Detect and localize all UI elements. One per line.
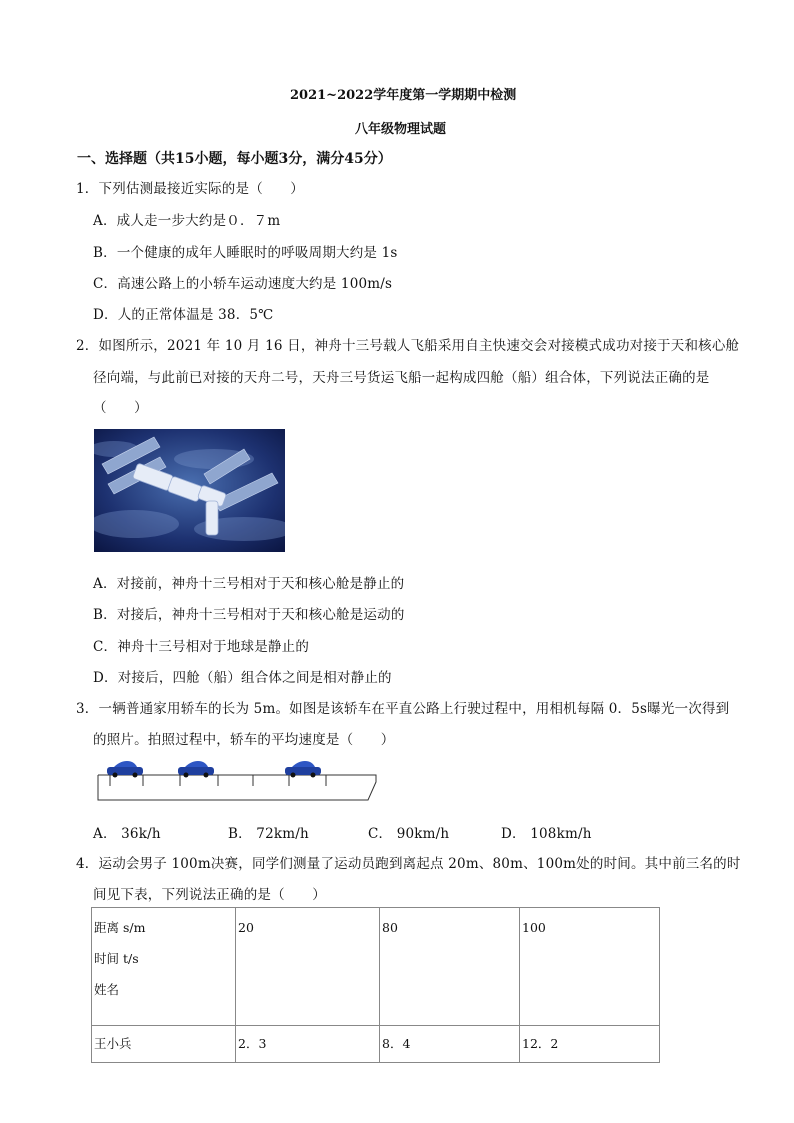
- header-distance-80: 80: [380, 908, 520, 1026]
- question-2-stem-line-2: 径向端，与此前已对接的天舟二号，天舟三号货运飞船一起构成四舱（船）组合体，下列说法正确的是: [93, 370, 710, 386]
- header-distance-label: 距离 s/m: [94, 920, 146, 935]
- question-2-option-d: D．对接后，四舱（船）组合体之间是相对静止的: [93, 670, 392, 686]
- question-3-stem-line-1: 3．一辆普通家用轿车的长为 5m。如图是该轿车在平直公路上行驶过程中，用相机每隔 0．5s曝光一次得到: [76, 701, 730, 717]
- header-distance-100: 100: [520, 908, 660, 1026]
- question-3-option-c: C． 90km/h: [368, 826, 450, 842]
- question-1-option-c: C．高速公路上的小轿车运动速度大约是 100m/s: [93, 276, 393, 292]
- question-3-stem-line-2: 的照片。拍照过程中，轿车的平均速度是（ ）: [93, 732, 395, 748]
- question-2-stem-line-3: （ ）: [93, 400, 148, 416]
- results-table: [91, 907, 660, 1063]
- exam-title: 2021~2022学年度第一学期期中检测: [290, 88, 517, 103]
- question-4-stem-line-1: 4．运动会男子 100m决赛，同学们测量了运动员跑到离起点 20m、80m、100m处的时间。其中前三名的时: [76, 856, 741, 872]
- question-1-option-b: B．一个健康的成年人睡眠时的呼吸周期大约是 1s: [93, 245, 398, 261]
- question-4-stem-line-2: 间见下表，下列说法正确的是（ ）: [93, 887, 326, 903]
- question-2-option-b: B．对接后，神舟十三号相对于天和核心舱是运动的: [93, 607, 405, 623]
- question-2-stem-line-1: 2．如图所示，2021 年 10 月 16 日，神舟十三号载人飞船采用自主快速交会对接模式成功对接于天和核心舱: [76, 338, 740, 354]
- question-3-option-a: A． 36k/h: [93, 826, 161, 842]
- question-3-option-b: B． 72km/h: [228, 826, 309, 842]
- time-cell: 2．3: [236, 1026, 380, 1063]
- question-1-option-a: A．成人走一步大约是０．７m: [93, 213, 281, 229]
- header-name-label: 姓名: [94, 982, 120, 997]
- table-row: [92, 1026, 660, 1063]
- exam-subtitle: 八年级物理试题: [355, 122, 447, 137]
- space-station-photo: [94, 429, 285, 552]
- runner-name: 王小兵: [92, 1026, 236, 1063]
- table-header-row: [92, 908, 660, 1026]
- header-time-label: 时间 t/s: [94, 951, 139, 966]
- header-distance-20: 20: [236, 908, 380, 1026]
- time-cell: 8．4: [380, 1026, 520, 1063]
- question-1-stem: 1．下列估测最接近实际的是（ ）: [76, 181, 304, 197]
- table-corner-header: [92, 908, 236, 1026]
- question-2-option-c: C．神舟十三号相对于地球是静止的: [93, 639, 310, 655]
- question-3-option-d: D． 108km/h: [501, 826, 592, 842]
- question-1-option-d: D．人的正常体温是 38．5℃: [93, 307, 274, 323]
- question-2-option-a: A．对接前，神舟十三号相对于天和核心舱是静止的: [93, 576, 405, 592]
- road-car-figure: [96, 760, 382, 804]
- section-heading: 一、选择题（共15小题，每小题3分，满分45分）: [77, 151, 392, 167]
- road-outline: [98, 775, 376, 800]
- time-cell: 12．2: [520, 1026, 660, 1063]
